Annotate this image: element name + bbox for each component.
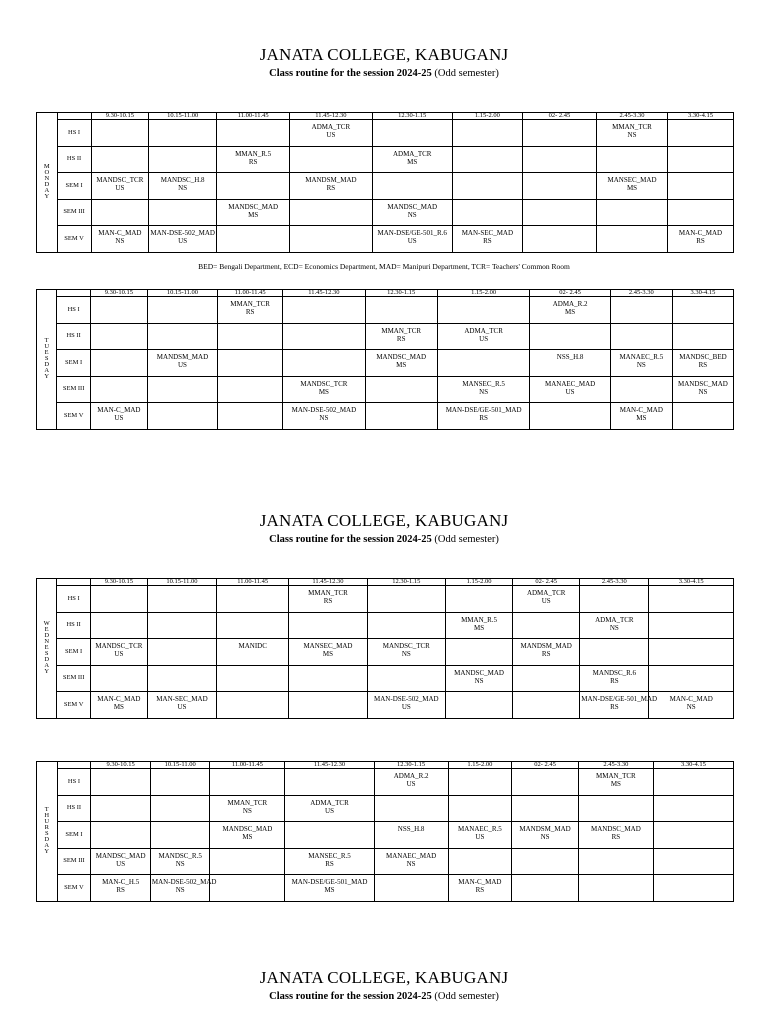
- class-cell: [530, 403, 610, 430]
- class-cell: [448, 848, 512, 875]
- table-row: [37, 769, 734, 796]
- class-cell: [90, 586, 147, 613]
- class-cell: MANDSC_TCR US: [91, 173, 149, 200]
- class-cell: MAN-C_MAD RS: [668, 226, 734, 253]
- semester-label: SEM I: [57, 639, 91, 666]
- class-cell: [610, 297, 672, 324]
- time-slot-header: 1.15-2.00: [437, 290, 530, 297]
- class-cell: MANDSC_TCR NS: [367, 639, 445, 666]
- class-cell: MANAEC_MAD NS: [374, 848, 448, 875]
- table-row: [37, 692, 734, 719]
- class-cell: [91, 146, 149, 173]
- time-header-row: [37, 290, 734, 297]
- class-cell: MAN-C_MAD NS: [649, 692, 734, 719]
- class-cell: [149, 120, 217, 147]
- class-cell: NSS_H.8: [530, 350, 610, 377]
- class-cell: [522, 120, 596, 147]
- class-cell: [217, 226, 290, 253]
- class-cell: [91, 822, 151, 849]
- class-cell: [149, 146, 217, 173]
- class-cell: [90, 376, 147, 403]
- class-cell: [217, 120, 290, 147]
- time-slot-header: 02- 2.45: [522, 113, 596, 120]
- page-header-2: [0, 512, 768, 546]
- college-title: JANATA COLLEGE, KABUGANJ: [259, 968, 509, 987]
- routine-table-wednesday: [36, 578, 734, 719]
- class-cell: [217, 665, 289, 692]
- class-cell: MANSEC_MAD MS: [597, 173, 668, 200]
- semester-label: SEM I: [57, 822, 91, 849]
- table-row: [37, 875, 734, 902]
- class-cell: [448, 795, 512, 822]
- class-cell: [668, 146, 734, 173]
- class-cell: NSS_H.8: [374, 822, 448, 849]
- class-cell: [672, 297, 733, 324]
- class-cell: MANDSC_MAD NS: [372, 199, 452, 226]
- time-slot-header: 2.45-3.30: [597, 113, 668, 120]
- session-subtitle: Class routine for the session 2024-25 (Odd semester): [269, 991, 499, 1002]
- class-cell: MAN-C_MAD MS: [90, 692, 147, 719]
- class-cell: [522, 173, 596, 200]
- class-cell: [437, 297, 530, 324]
- time-header-row: [37, 762, 734, 769]
- time-slot-header: 11.45-12.30: [290, 113, 372, 120]
- class-cell: MANDSC_MAD RS: [578, 822, 653, 849]
- class-cell: [668, 173, 734, 200]
- class-cell: [290, 199, 372, 226]
- abbreviation-note: BED= Bengali Department, ECD= Economics Department, MAD= Manipuri Department, TCR= Teachers' Common Room: [198, 262, 570, 271]
- class-cell: [367, 612, 445, 639]
- time-slot-header: 1.15-2.00: [448, 762, 512, 769]
- time-slot-header: 12.30-1.15: [372, 113, 452, 120]
- class-cell: MANDSC_BED RS: [672, 350, 733, 377]
- class-cell: [374, 875, 448, 902]
- class-cell: [90, 612, 147, 639]
- class-cell: [147, 376, 217, 403]
- class-cell: [289, 665, 367, 692]
- semester-label: SEM V: [57, 226, 91, 253]
- class-cell: MAN-C_MAD NS: [91, 226, 149, 253]
- semester-label: HS II: [57, 323, 91, 350]
- class-cell: [91, 199, 149, 226]
- class-cell: [445, 586, 512, 613]
- time-slot-header: 2.45-3.30: [610, 290, 672, 297]
- semester-label: SEM III: [57, 199, 91, 226]
- class-cell: [452, 199, 522, 226]
- time-slot-header: 10.15-11.00: [150, 762, 210, 769]
- semester-label: HS I: [57, 586, 91, 613]
- class-cell: MMAN_R.5 RS: [217, 146, 290, 173]
- class-cell: ADMA_TCR US: [437, 323, 530, 350]
- time-slot-header: 9.30-10.15: [91, 762, 151, 769]
- class-cell: MMAN_TCR RS: [218, 297, 283, 324]
- class-cell: [283, 323, 365, 350]
- table-row: [37, 612, 734, 639]
- table-row: [37, 665, 734, 692]
- class-cell: MAN-SEC_MAD US: [147, 692, 216, 719]
- corner-cell: [57, 579, 91, 586]
- class-cell: MAN-DSE/GE-501_MAD RS: [437, 403, 530, 430]
- class-cell: [653, 875, 733, 902]
- day-label: T H U R S D A Y: [37, 762, 58, 902]
- corner-cell: [57, 113, 91, 120]
- class-cell: [653, 848, 733, 875]
- table-row: [37, 226, 734, 253]
- class-cell: [668, 199, 734, 226]
- class-cell: [285, 822, 374, 849]
- semester-label: SEM III: [57, 665, 91, 692]
- corner-cell: [57, 290, 91, 297]
- table-row: [37, 795, 734, 822]
- time-slot-header: 02- 2.45: [530, 290, 610, 297]
- semester-label: SEM V: [57, 403, 91, 430]
- time-slot-header: 10.15-11.00: [149, 113, 217, 120]
- class-cell: MMAN_TCR NS: [597, 120, 668, 147]
- class-cell: [578, 848, 653, 875]
- page-header-1: [0, 46, 768, 80]
- class-cell: [217, 692, 289, 719]
- class-cell: [147, 639, 216, 666]
- semester-label: SEM III: [57, 376, 91, 403]
- class-cell: [147, 586, 216, 613]
- class-cell: [90, 323, 147, 350]
- class-cell: [580, 639, 649, 666]
- class-cell: MAN-SEC_MAD RS: [452, 226, 522, 253]
- table-row: [37, 297, 734, 324]
- session-subtitle: Class routine for the session 2024-25 (Odd semester): [269, 534, 499, 545]
- semester-label: SEM V: [57, 692, 91, 719]
- class-cell: [649, 639, 734, 666]
- time-slot-header: 9.30-10.15: [91, 113, 149, 120]
- table-row: [37, 639, 734, 666]
- class-cell: [512, 795, 579, 822]
- time-slot-header: 11.45-12.30: [285, 762, 374, 769]
- class-cell: [147, 297, 217, 324]
- class-cell: [452, 146, 522, 173]
- corner-cell: [57, 762, 91, 769]
- class-cell: [512, 769, 579, 796]
- class-cell: MANDSM_MAD RS: [290, 173, 372, 200]
- routine-table-monday: [36, 112, 734, 253]
- class-cell: [672, 323, 733, 350]
- class-cell: [283, 297, 365, 324]
- time-slot-header: 12.30-1.15: [374, 762, 448, 769]
- class-cell: [283, 350, 365, 377]
- time-slot-header: 11.00-11.45: [218, 290, 283, 297]
- semester-label: SEM I: [57, 350, 91, 377]
- class-cell: [289, 692, 367, 719]
- class-cell: MANAEC_MAD US: [530, 376, 610, 403]
- class-cell: ADMA_TCR NS: [580, 612, 649, 639]
- class-cell: [367, 665, 445, 692]
- class-cell: [530, 323, 610, 350]
- day-label: M O N D A Y: [37, 113, 58, 253]
- class-cell: [653, 822, 733, 849]
- class-cell: [513, 665, 580, 692]
- class-cell: ADMA_TCR US: [285, 795, 374, 822]
- class-cell: [91, 769, 151, 796]
- semester-label: SEM III: [57, 848, 91, 875]
- page-header-3: [0, 969, 768, 1003]
- class-cell: [218, 403, 283, 430]
- class-cell: [668, 120, 734, 147]
- class-cell: [578, 795, 653, 822]
- class-cell: [597, 199, 668, 226]
- class-cell: MAN-C_MAD RS: [448, 875, 512, 902]
- semester-label: HS I: [57, 297, 91, 324]
- class-cell: MAN-DSE-502_MAD NS: [150, 875, 210, 902]
- class-cell: [218, 350, 283, 377]
- class-cell: MMAN_TCR MS: [578, 769, 653, 796]
- time-slot-header: 2.45-3.30: [578, 762, 653, 769]
- class-cell: MANDSC_MAD NS: [445, 665, 512, 692]
- table-row: [37, 350, 734, 377]
- class-cell: ADMA_TCR US: [513, 586, 580, 613]
- class-cell: MANAEC_R.5 NS: [610, 350, 672, 377]
- session-subtitle: Class routine for the session 2024-25 (Odd semester): [269, 68, 499, 79]
- class-cell: [522, 226, 596, 253]
- time-slot-header: 12.30-1.15: [365, 290, 437, 297]
- class-cell: [610, 323, 672, 350]
- class-cell: [365, 297, 437, 324]
- class-cell: MAN-DSE-502_MAD US: [149, 226, 217, 253]
- class-cell: MANIDC: [217, 639, 289, 666]
- time-slot-header: 10.15-11.00: [147, 290, 217, 297]
- class-cell: MANDSC_MAD MS: [210, 822, 285, 849]
- semester-label: HS I: [57, 120, 91, 147]
- class-cell: MANDSM_MAD US: [147, 350, 217, 377]
- class-cell: [147, 612, 216, 639]
- class-cell: MANDSC_R.6 RS: [580, 665, 649, 692]
- day-label: W E D N E S D A Y: [37, 579, 57, 719]
- time-slot-header: 11.00-11.45: [210, 762, 285, 769]
- class-cell: [91, 795, 151, 822]
- routine-table-thursday: [36, 761, 734, 902]
- class-cell: ADMA_TCR MS: [372, 146, 452, 173]
- class-cell: [147, 665, 216, 692]
- time-slot-header: 1.15-2.00: [445, 579, 512, 586]
- class-cell: [578, 875, 653, 902]
- class-cell: [513, 612, 580, 639]
- class-cell: [90, 350, 147, 377]
- class-cell: [512, 875, 579, 902]
- class-cell: MAN-DSE-502_MAD NS: [283, 403, 365, 430]
- time-slot-header: 10.15-11.00: [147, 579, 216, 586]
- table-row: [37, 822, 734, 849]
- class-cell: [580, 586, 649, 613]
- class-cell: MANDSM_MAD NS: [512, 822, 579, 849]
- class-cell: [290, 146, 372, 173]
- class-cell: [512, 848, 579, 875]
- semester-label: HS II: [57, 612, 91, 639]
- time-slot-header: 11.45-12.30: [283, 290, 365, 297]
- class-cell: MANDSC_TCR MS: [283, 376, 365, 403]
- class-cell: MAN-C_H.5 RS: [91, 875, 151, 902]
- table-row: [37, 120, 734, 147]
- class-cell: [445, 692, 512, 719]
- class-cell: [217, 586, 289, 613]
- class-cell: [437, 350, 530, 377]
- class-cell: [372, 120, 452, 147]
- table-row: [37, 323, 734, 350]
- class-cell: [452, 120, 522, 147]
- class-cell: MANSEC_R.5 NS: [437, 376, 530, 403]
- class-cell: [210, 769, 285, 796]
- class-cell: [147, 403, 217, 430]
- class-cell: [374, 795, 448, 822]
- class-cell: MAN-C_MAD MS: [610, 403, 672, 430]
- semester-label: HS II: [57, 795, 91, 822]
- table-row: [37, 173, 734, 200]
- time-slot-header: 3.30-4.15: [672, 290, 733, 297]
- class-cell: MAN-DSE-502_MAD US: [367, 692, 445, 719]
- time-slot-header: 9.30-10.15: [90, 290, 147, 297]
- class-cell: [290, 226, 372, 253]
- class-cell: MANDSC_R.5 NS: [150, 848, 210, 875]
- class-cell: [649, 586, 734, 613]
- time-slot-header: 2.45-3.30: [580, 579, 649, 586]
- table-row: [37, 146, 734, 173]
- time-slot-header: 11.45-12.30: [289, 579, 367, 586]
- class-cell: ADMA_R.2 MS: [530, 297, 610, 324]
- table-row: [37, 586, 734, 613]
- class-cell: [150, 822, 210, 849]
- routine-table-tuesday: [36, 289, 734, 430]
- time-slot-header: 12.30-1.15: [367, 579, 445, 586]
- class-cell: [522, 146, 596, 173]
- class-cell: [150, 795, 210, 822]
- class-cell: MANDSC_TCR US: [90, 639, 147, 666]
- time-header-row: [37, 113, 734, 120]
- time-slot-header: 02- 2.45: [513, 579, 580, 586]
- class-cell: [91, 120, 149, 147]
- class-cell: MMAN_TCR NS: [210, 795, 285, 822]
- time-slot-header: 11.00-11.45: [217, 579, 289, 586]
- semester-label: SEM I: [57, 173, 91, 200]
- class-cell: MANSEC_R.5 RS: [285, 848, 374, 875]
- day-label: T U E S D A Y: [37, 290, 57, 430]
- class-cell: [649, 612, 734, 639]
- class-cell: MANDSM_MAD RS: [513, 639, 580, 666]
- table-row: [37, 376, 734, 403]
- time-slot-header: 9.30-10.15: [90, 579, 147, 586]
- class-cell: [90, 665, 147, 692]
- time-header-row: [37, 579, 734, 586]
- class-cell: [218, 376, 283, 403]
- class-cell: MANSEC_MAD MS: [289, 639, 367, 666]
- class-cell: MANDSC_MAD US: [91, 848, 151, 875]
- class-cell: MANDSC_MAD NS: [672, 376, 733, 403]
- class-cell: [367, 586, 445, 613]
- class-cell: MANDSC_H.8 NS: [149, 173, 217, 200]
- class-cell: [210, 848, 285, 875]
- time-slot-header: 1.15-2.00: [452, 113, 522, 120]
- class-cell: [452, 173, 522, 200]
- class-cell: [210, 875, 285, 902]
- class-cell: MMAN_TCR RS: [365, 323, 437, 350]
- class-cell: [90, 297, 147, 324]
- class-cell: MMAN_TCR RS: [289, 586, 367, 613]
- college-title: JANATA COLLEGE, KABUGANJ: [259, 511, 509, 530]
- class-cell: [610, 376, 672, 403]
- time-slot-header: 3.30-4.15: [649, 579, 734, 586]
- class-cell: [150, 769, 210, 796]
- class-cell: [147, 323, 217, 350]
- class-cell: MAN-DSE/GE-501_R.6 US: [372, 226, 452, 253]
- class-cell: [513, 692, 580, 719]
- table-row: [37, 403, 734, 430]
- time-slot-header: 02- 2.45: [512, 762, 579, 769]
- class-cell: [597, 146, 668, 173]
- class-cell: [285, 769, 374, 796]
- class-cell: MAN-C_MAD US: [90, 403, 147, 430]
- class-cell: [649, 665, 734, 692]
- class-cell: [218, 323, 283, 350]
- class-cell: [445, 639, 512, 666]
- class-cell: [372, 173, 452, 200]
- class-cell: [653, 795, 733, 822]
- class-cell: [289, 612, 367, 639]
- class-cell: [217, 612, 289, 639]
- class-cell: [365, 403, 437, 430]
- class-cell: ADMA_R.2 US: [374, 769, 448, 796]
- semester-label: HS I: [57, 769, 91, 796]
- class-cell: MANAEC_R.5 US: [448, 822, 512, 849]
- class-cell: [365, 376, 437, 403]
- class-cell: MANDSC_MAD MS: [217, 199, 290, 226]
- class-cell: [672, 403, 733, 430]
- class-cell: MAN-DSE/GE-501_MAD RS: [580, 692, 649, 719]
- table-row: [37, 199, 734, 226]
- semester-label: SEM V: [57, 875, 91, 902]
- class-cell: ADMA_TCR US: [290, 120, 372, 147]
- class-cell: [653, 769, 733, 796]
- semester-label: HS II: [57, 146, 91, 173]
- class-cell: [448, 769, 512, 796]
- time-slot-header: 11.00-11.45: [217, 113, 290, 120]
- table-row: [37, 848, 734, 875]
- class-cell: [217, 173, 290, 200]
- class-cell: [149, 199, 217, 226]
- college-title: JANATA COLLEGE, KABUGANJ: [259, 45, 509, 64]
- class-cell: MAN-DSE/GE-501_MAD MS: [285, 875, 374, 902]
- class-cell: MANDSC_MAD MS: [365, 350, 437, 377]
- time-slot-header: 3.30-4.15: [668, 113, 734, 120]
- class-cell: MMAN_R.5 MS: [445, 612, 512, 639]
- class-cell: [522, 199, 596, 226]
- time-slot-header: 3.30-4.15: [653, 762, 733, 769]
- class-cell: [597, 226, 668, 253]
